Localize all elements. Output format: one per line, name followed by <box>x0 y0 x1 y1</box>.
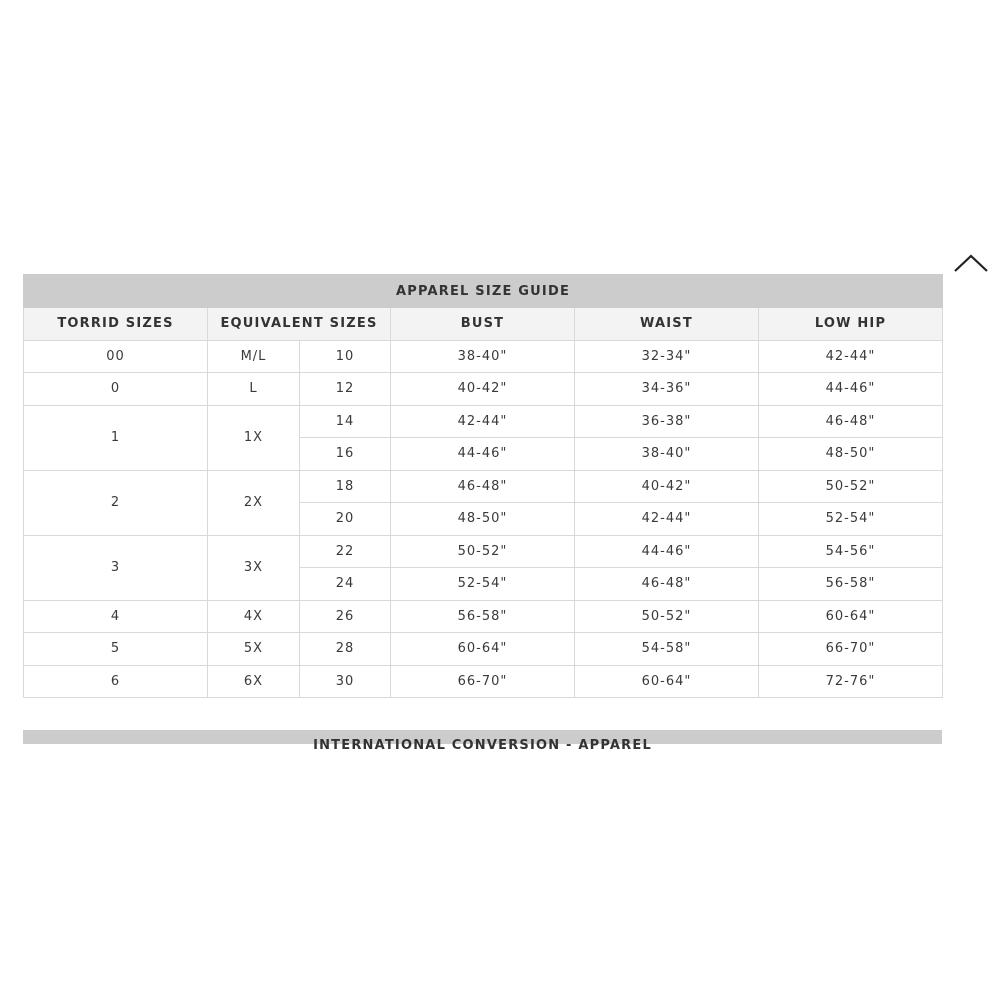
numeric-size-cell: 14 <box>300 405 391 438</box>
alpha-size-cell: 6X <box>208 665 300 698</box>
torrid-size-cell: 1 <box>24 405 208 470</box>
bust-cell: 52-54" <box>391 568 575 601</box>
alpha-size-cell: 2X <box>208 470 300 535</box>
header-low-hip: LOW HIP <box>759 308 943 341</box>
low-hip-cell: 66-70" <box>759 633 943 666</box>
table-row <box>24 633 943 666</box>
size-guide-title: APPAREL SIZE GUIDE <box>24 275 943 308</box>
alpha-size-cell: 5X <box>208 633 300 666</box>
low-hip-cell: 46-48" <box>759 405 943 438</box>
apparel-size-guide-table <box>23 274 943 698</box>
torrid-size-cell: 0 <box>24 373 208 406</box>
low-hip-cell: 54-56" <box>759 535 943 568</box>
torrid-size-cell: 6 <box>24 665 208 698</box>
numeric-size-cell: 24 <box>300 568 391 601</box>
low-hip-cell: 50-52" <box>759 470 943 503</box>
torrid-size-cell: 4 <box>24 600 208 633</box>
numeric-size-cell: 10 <box>300 340 391 373</box>
table-row <box>24 600 943 633</box>
torrid-size-cell: 3 <box>24 535 208 600</box>
table-row <box>24 535 943 568</box>
bust-cell: 48-50" <box>391 503 575 536</box>
international-conversion-header <box>23 730 942 753</box>
waist-cell: 36-38" <box>575 405 759 438</box>
torrid-size-cell: 2 <box>24 470 208 535</box>
numeric-size-cell: 18 <box>300 470 391 503</box>
scroll-to-top-button[interactable] <box>952 250 990 276</box>
numeric-size-cell: 20 <box>300 503 391 536</box>
numeric-size-cell: 28 <box>300 633 391 666</box>
table-row <box>24 373 943 406</box>
waist-cell: 34-36" <box>575 373 759 406</box>
low-hip-cell: 44-46" <box>759 373 943 406</box>
low-hip-cell: 52-54" <box>759 503 943 536</box>
header-equivalent-sizes: EQUIVALENT SIZES <box>208 308 391 341</box>
alpha-size-cell: 1X <box>208 405 300 470</box>
low-hip-cell: 42-44" <box>759 340 943 373</box>
waist-cell: 60-64" <box>575 665 759 698</box>
bust-cell: 38-40" <box>391 340 575 373</box>
numeric-size-cell: 30 <box>300 665 391 698</box>
waist-cell: 54-58" <box>575 633 759 666</box>
low-hip-cell: 48-50" <box>759 438 943 471</box>
bust-cell: 42-44" <box>391 405 575 438</box>
bust-cell: 46-48" <box>391 470 575 503</box>
header-waist: WAIST <box>575 308 759 341</box>
numeric-size-cell: 16 <box>300 438 391 471</box>
low-hip-cell: 56-58" <box>759 568 943 601</box>
header-torrid-sizes: TORRID SIZES <box>24 308 208 341</box>
alpha-size-cell: 4X <box>208 600 300 633</box>
waist-cell: 46-48" <box>575 568 759 601</box>
bust-cell: 44-46" <box>391 438 575 471</box>
alpha-size-cell: L <box>208 373 300 406</box>
torrid-size-cell: 00 <box>24 340 208 373</box>
bust-cell: 50-52" <box>391 535 575 568</box>
international-conversion-title: INTERNATIONAL CONVERSION - APPAREL <box>313 738 652 753</box>
table-header-row <box>24 308 943 341</box>
table-row <box>24 470 943 503</box>
waist-cell: 32-34" <box>575 340 759 373</box>
low-hip-cell: 72-76" <box>759 665 943 698</box>
numeric-size-cell: 22 <box>300 535 391 568</box>
bust-cell: 40-42" <box>391 373 575 406</box>
numeric-size-cell: 12 <box>300 373 391 406</box>
bust-cell: 60-64" <box>391 633 575 666</box>
alpha-size-cell: M/L <box>208 340 300 373</box>
waist-cell: 40-42" <box>575 470 759 503</box>
waist-cell: 50-52" <box>575 600 759 633</box>
bust-cell: 66-70" <box>391 665 575 698</box>
numeric-size-cell: 26 <box>300 600 391 633</box>
table-row <box>24 665 943 698</box>
chevron-up-icon <box>952 250 990 276</box>
waist-cell: 44-46" <box>575 535 759 568</box>
alpha-size-cell: 3X <box>208 535 300 600</box>
bust-cell: 56-58" <box>391 600 575 633</box>
waist-cell: 42-44" <box>575 503 759 536</box>
torrid-size-cell: 5 <box>24 633 208 666</box>
table-row <box>24 340 943 373</box>
low-hip-cell: 60-64" <box>759 600 943 633</box>
header-bust: BUST <box>391 308 575 341</box>
table-row <box>24 405 943 438</box>
waist-cell: 38-40" <box>575 438 759 471</box>
